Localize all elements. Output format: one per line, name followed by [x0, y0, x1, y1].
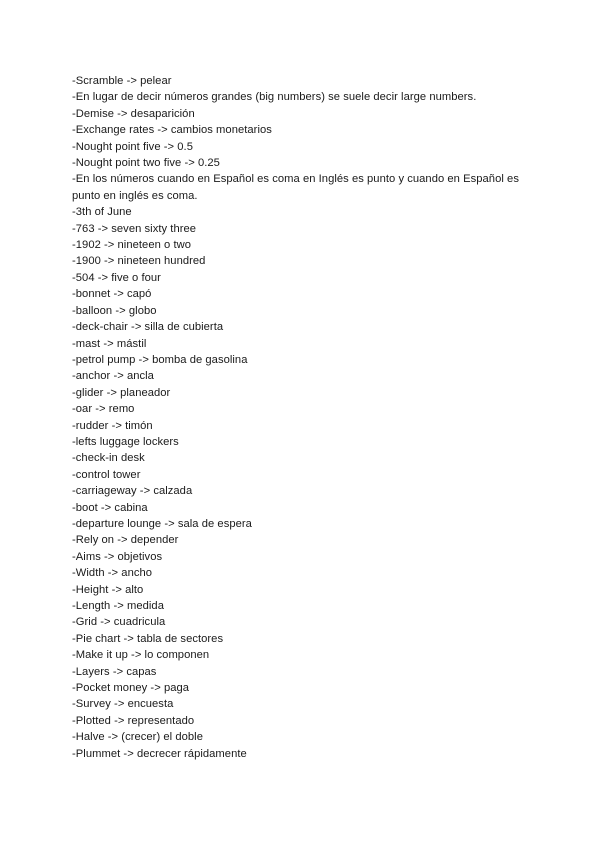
document-line: -En los números cuando en Español es coma en Inglés es punto y cuando en Español es punto en inglés es coma. — [72, 173, 523, 202]
document-line: -Aims -> objetivos — [72, 550, 163, 563]
document-line: -Nought point two five -> 0.25 — [72, 157, 220, 170]
document-line: -boot -> cabina — [72, 501, 148, 514]
document-line: -anchor -> ancla — [72, 370, 154, 383]
document-line: -Rely on -> depender — [72, 534, 179, 547]
document-line: -Scramble -> pelear — [72, 75, 172, 87]
document-line: -check-in desk — [72, 452, 145, 465]
document-line: -mast -> mástil — [72, 337, 147, 350]
document-line: -carriageway -> calzada — [72, 485, 193, 498]
document-line: -Layers -> capas — [72, 665, 157, 678]
document-line: -Nought point five -> 0.5 — [72, 140, 193, 153]
document-line: -Pocket money -> paga — [72, 682, 190, 695]
document-line: -Grid -> cuadricula — [72, 616, 166, 629]
document-line: -Length -> medida — [72, 600, 164, 612]
document-line: -bonnet -> capó — [72, 288, 152, 301]
document-line: -oar -> remo — [72, 403, 135, 416]
document-line: -504 -> five o four — [72, 271, 161, 284]
document-line: -deck-chair -> silla de cubierta — [72, 321, 224, 334]
document-line: -departure lounge -> sala de espera — [72, 517, 252, 530]
document-line: -Pie chart -> tabla de sectores — [72, 632, 224, 645]
document-line: -Plotted -> representado — [72, 714, 195, 727]
document-line: -glider -> planeador — [72, 386, 171, 399]
document-line: -Make it up -> lo componen — [72, 649, 210, 662]
document-line: -Survey -> encuesta — [72, 698, 174, 711]
document-line: -Halve -> (crecer) el doble — [72, 731, 203, 744]
document-line: -control tower — [72, 468, 141, 481]
document-line: -Plummet -> decrecer rápidamente — [72, 747, 247, 760]
document-line: -1902 -> nineteen o two — [72, 239, 192, 252]
document-line: -Demise -> desaparición — [72, 107, 195, 120]
document-line: -balloon -> globo — [72, 304, 157, 317]
document-line: -Width -> ancho — [72, 567, 153, 580]
document-line: -Height -> alto — [72, 583, 144, 596]
document-line: -rudder -> timón — [72, 419, 153, 432]
document-line: -Exchange rates -> cambios monetarios — [72, 124, 272, 137]
document-line: -lefts luggage lockers — [72, 435, 179, 448]
document-line: -763 -> seven sixty three — [72, 222, 197, 235]
document-line: -petrol pump -> bomba de gasolina — [72, 353, 248, 366]
document-line: -3th of June — [72, 206, 132, 219]
vocabulary-list — [72, 73, 542, 762]
document-line: -En lugar de decir números grandes (big numbers) se suele decir large numbers. — [72, 91, 477, 104]
document-line: -1900 -> nineteen hundred — [72, 255, 206, 268]
